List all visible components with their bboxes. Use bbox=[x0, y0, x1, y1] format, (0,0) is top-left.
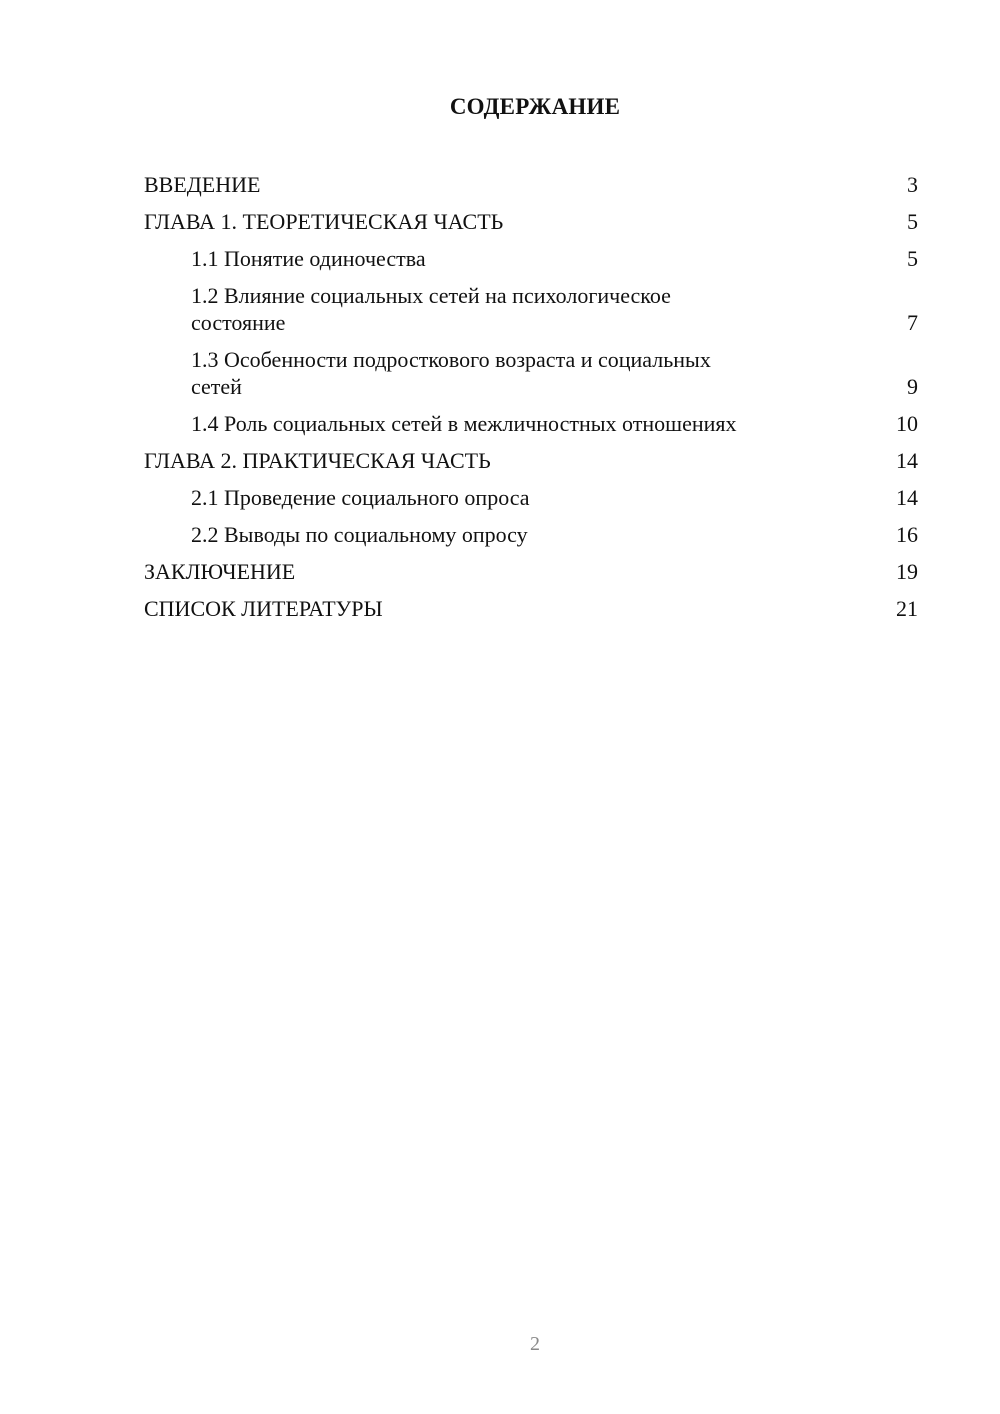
toc-entry-chapter-2 bbox=[144, 445, 918, 482]
toc-entry-chapter-1 bbox=[144, 206, 918, 243]
toc-entry-page: 7 bbox=[907, 310, 918, 335]
toc-entry-label-line-2: сетей bbox=[191, 374, 242, 399]
toc-entry-conclusion bbox=[144, 556, 918, 593]
toc-entry-section-2-1 bbox=[144, 482, 918, 519]
toc-entry-section-1-3 bbox=[144, 344, 918, 408]
toc-entry-section-1-1 bbox=[144, 243, 918, 280]
toc-entry-label: 1.4 Роль социальных сетей в межличностных отношениях bbox=[191, 411, 737, 436]
toc-entry-page: 19 bbox=[896, 559, 918, 584]
toc-entry-label-line-1: 1.2 Влияние социальных сетей на психологическое bbox=[191, 283, 671, 308]
toc-entry-label: ГЛАВА 1. ТЕОРЕТИЧЕСКАЯ ЧАСТЬ bbox=[144, 209, 504, 234]
toc-entry-page: 5 bbox=[907, 246, 918, 271]
toc-entry-page: 3 bbox=[907, 172, 918, 197]
toc-entry-label: 2.1 Проведение социального опроса bbox=[191, 485, 530, 510]
toc-entry-page: 9 bbox=[907, 374, 918, 399]
toc-entry-introduction bbox=[144, 169, 918, 206]
toc-entry-label-line-2: состояние bbox=[191, 310, 286, 335]
toc-entry-page: 5 bbox=[907, 209, 918, 234]
toc-entry-label: 2.2 Выводы по социальному опросу bbox=[191, 522, 528, 547]
toc-entry-section-1-4 bbox=[144, 408, 918, 445]
toc-entry-label: СПИСОК ЛИТЕРАТУРЫ bbox=[144, 596, 383, 621]
toc-entry-label-line-1: 1.3 Особенности подросткового возраста и социальных bbox=[191, 347, 711, 372]
toc-entry-label: 1.1 Понятие одиночества bbox=[191, 246, 426, 271]
table-of-contents bbox=[144, 169, 918, 630]
toc-entry-page: 14 bbox=[896, 448, 918, 473]
toc-entry-page: 10 bbox=[896, 411, 918, 436]
toc-entry-section-1-2 bbox=[144, 280, 918, 344]
page-title: СОДЕРЖАНИЕ bbox=[449, 94, 621, 119]
toc-entry-label: ГЛАВА 2. ПРАКТИЧЕСКАЯ ЧАСТЬ bbox=[144, 448, 491, 473]
page-number: 2 bbox=[530, 1333, 540, 1355]
toc-entry-label: ЗАКЛЮЧЕНИЕ bbox=[144, 559, 296, 584]
toc-entry-page: 16 bbox=[896, 522, 918, 547]
toc-entry-page: 14 bbox=[896, 485, 918, 510]
toc-entry-bibliography bbox=[144, 593, 918, 630]
toc-entry-section-2-2 bbox=[144, 519, 918, 556]
toc-entry-label: ВВЕДЕНИЕ bbox=[144, 172, 261, 197]
toc-entry-page: 21 bbox=[896, 596, 918, 621]
